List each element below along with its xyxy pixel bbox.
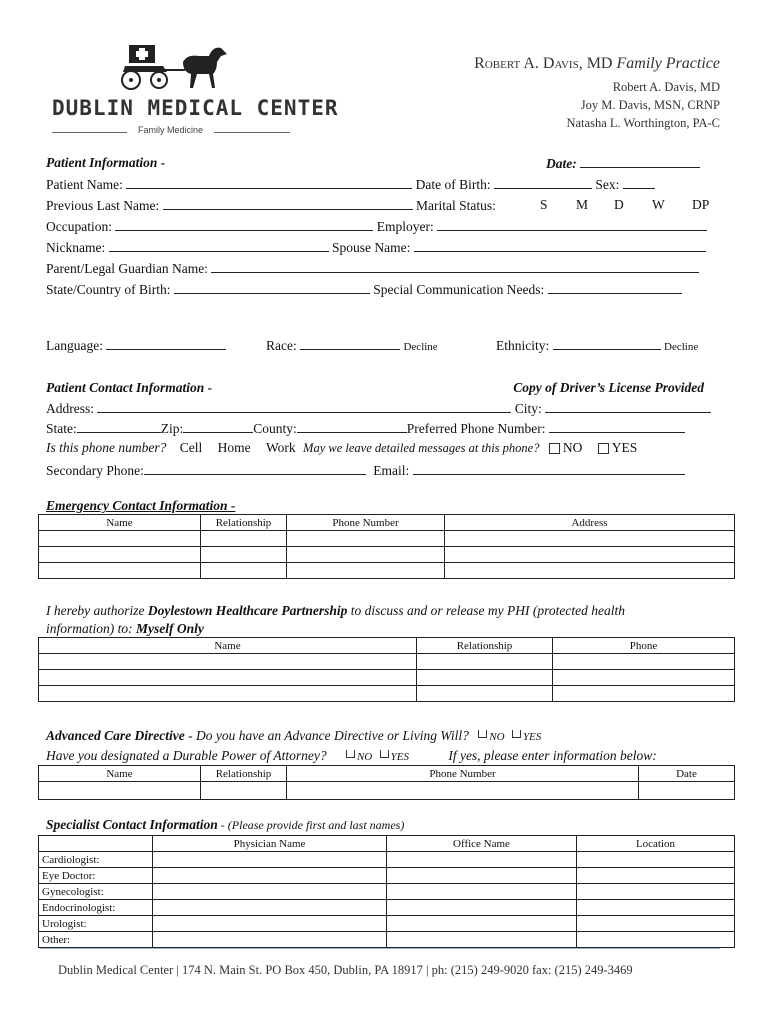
logo	[52, 40, 339, 140]
nickname-row	[46, 239, 706, 256]
phone-type-home[interactable]: Home	[217, 440, 251, 455]
leave-msg-no-label: NO	[562, 440, 583, 455]
pref-phone-input[interactable]	[549, 420, 685, 433]
marital-option-dp[interactable]: DP	[692, 197, 710, 212]
ethnicity-decline[interactable]: Decline	[664, 341, 699, 353]
race-label: Race:	[266, 338, 297, 353]
secondary-label: Secondary Phone:	[46, 463, 144, 478]
horse-carriage-icon	[117, 40, 237, 92]
cell[interactable]	[577, 916, 735, 932]
specialist-heading: Specialist Contact Information	[46, 817, 218, 832]
col-location: Location	[577, 836, 735, 852]
city-label: City:	[514, 401, 542, 416]
ethnicity-field	[496, 337, 698, 354]
col-name: Name	[39, 515, 201, 531]
poa-yes-checkbox[interactable]	[380, 750, 389, 758]
col-physician: Physician Name	[153, 836, 387, 852]
cell[interactable]	[287, 782, 639, 800]
phone-type-cell[interactable]: Cell	[179, 440, 203, 455]
email-label: Email:	[373, 463, 410, 478]
poa-no-checkbox[interactable]	[346, 750, 355, 758]
col-relationship: Relationship	[201, 766, 287, 782]
cell[interactable]	[153, 900, 387, 916]
provider-1: Robert A. Davis, MD	[612, 80, 720, 94]
cell[interactable]	[639, 782, 735, 800]
cell[interactable]	[553, 686, 735, 702]
spouse-label: Spouse Name:	[331, 240, 411, 255]
dob-input[interactable]	[494, 176, 592, 189]
birth-input[interactable]	[174, 281, 370, 294]
emergency-header-row	[39, 515, 735, 531]
advance-question: - Do you have an Advance Directive or Living Will?	[184, 728, 469, 743]
col-blank	[39, 836, 153, 852]
zip-label: Zip:	[160, 421, 184, 436]
table-row	[39, 563, 735, 579]
marital-option-w[interactable]: W	[652, 197, 665, 212]
col-phone: Phone	[553, 638, 735, 654]
race-field	[266, 337, 438, 354]
cell[interactable]	[153, 884, 387, 900]
table-row	[39, 547, 735, 563]
cell[interactable]	[153, 916, 387, 932]
practice-title	[474, 55, 720, 73]
table-row	[39, 868, 735, 884]
footer-divider	[40, 948, 720, 949]
cell[interactable]	[387, 932, 577, 948]
cell[interactable]	[417, 686, 553, 702]
org-divider-right	[214, 132, 290, 133]
guardian-label: Parent/Legal Guardian Name:	[46, 261, 208, 276]
cell[interactable]	[201, 547, 287, 563]
poa-header-row	[39, 766, 735, 782]
cell[interactable]	[577, 884, 735, 900]
date-label: Date:	[546, 156, 577, 171]
row-label-cardiologist: Cardiologist:	[39, 852, 153, 868]
authorize-text-1: I hereby authorize	[46, 603, 148, 618]
phone-type-work[interactable]: Work	[266, 440, 296, 455]
occupation-label: Occupation:	[46, 219, 112, 234]
cell[interactable]	[287, 531, 445, 547]
table-row	[39, 531, 735, 547]
employer-label: Employer:	[376, 219, 434, 234]
advance-yes-label: YES	[522, 731, 542, 743]
table-row	[39, 852, 735, 868]
marital-label: Marital Status:	[415, 198, 496, 213]
marital-option-m[interactable]: M	[576, 197, 589, 212]
employer-input[interactable]	[437, 218, 707, 231]
cell[interactable]	[577, 852, 735, 868]
practice-suffix: Family Practice	[616, 55, 720, 72]
county-label: County:	[253, 421, 297, 436]
contact-heading: Patient Contact Information -	[46, 380, 213, 395]
state-input[interactable]	[77, 420, 161, 433]
table-row	[39, 670, 735, 686]
county-input[interactable]	[297, 420, 407, 433]
date-input[interactable]	[580, 155, 700, 168]
col-date: Date	[639, 766, 735, 782]
col-relationship: Relationship	[417, 638, 553, 654]
table-row	[39, 884, 735, 900]
col-relationship: Relationship	[201, 515, 287, 531]
cell[interactable]	[39, 782, 201, 800]
address-label: Address:	[46, 401, 94, 416]
cell[interactable]	[387, 884, 577, 900]
marital-option-s[interactable]: S	[540, 197, 548, 212]
guardian-input[interactable]	[211, 260, 699, 273]
cell[interactable]	[153, 868, 387, 884]
race-decline[interactable]: Decline	[403, 341, 438, 353]
birth-label: State/Country of Birth:	[46, 282, 171, 297]
poa-table	[38, 765, 735, 800]
leave-msg-label: May we leave detailed messages at this phone?	[303, 441, 540, 455]
col-name: Name	[39, 638, 417, 654]
occupation-row	[46, 218, 707, 235]
authorize-line-1	[46, 603, 625, 619]
leave-msg-no-checkbox[interactable]	[549, 443, 560, 454]
org-name: DUBLIN MEDICAL CENTER	[52, 96, 339, 120]
authorize-header-row	[39, 638, 735, 654]
cell[interactable]	[201, 531, 287, 547]
authorize-line-2	[46, 621, 204, 637]
authorize-org: Doylestown Healthcare Partnership	[147, 603, 348, 618]
patient-name-label: Patient Name:	[46, 177, 123, 192]
cell[interactable]	[387, 868, 577, 884]
provider-3: Natasha L. Worthington, PA-C	[566, 116, 720, 130]
address-row	[46, 400, 711, 417]
ethnicity-input[interactable]	[553, 337, 661, 350]
date-field	[546, 155, 700, 172]
specialist-table	[38, 835, 735, 948]
marital-option-d[interactable]: D	[614, 197, 624, 212]
row-label-eye-doctor: Eye Doctor:	[39, 868, 153, 884]
cell[interactable]	[417, 670, 553, 686]
cell[interactable]	[201, 563, 287, 579]
table-row	[39, 900, 735, 916]
advance-row	[46, 728, 541, 744]
cell[interactable]	[39, 654, 417, 670]
language-label: Language:	[46, 338, 103, 353]
state-row	[46, 420, 685, 437]
poa-yes-label: YES	[390, 751, 409, 763]
state-label: State:	[46, 421, 77, 436]
if-yes-note: If yes, please enter information below:	[448, 748, 657, 763]
cell[interactable]	[387, 852, 577, 868]
guardian-row	[46, 260, 699, 277]
prev-last-row	[46, 197, 496, 214]
secondary-row	[46, 462, 685, 479]
zip-input[interactable]	[183, 420, 253, 433]
license-note: Copy of Driver’s License Provided	[513, 380, 704, 395]
provider-2: Joy M. Davis, MSN, CRNP	[580, 98, 720, 112]
cell[interactable]	[201, 782, 287, 800]
prev-last-input[interactable]	[163, 197, 413, 210]
table-row	[39, 654, 735, 670]
authorize-myself: Myself Only	[136, 621, 204, 636]
practice-name: Robert A. Davis, MD	[474, 55, 613, 72]
cell[interactable]	[445, 531, 735, 547]
poa-question: Have you designated a Durable Power of Attorney?	[46, 748, 327, 763]
cell[interactable]	[553, 670, 735, 686]
emergency-table	[38, 514, 735, 579]
is-phone-label: Is this phone number?	[46, 440, 167, 455]
specialist-row	[46, 817, 404, 833]
cell[interactable]	[577, 900, 735, 916]
cell[interactable]	[577, 868, 735, 884]
cell[interactable]	[553, 654, 735, 670]
row-label-other: Other:	[39, 932, 153, 948]
cell[interactable]	[417, 654, 553, 670]
emergency-heading: Emergency Contact Information -	[46, 498, 236, 513]
special-needs-label: Special Communication Needs:	[373, 282, 545, 297]
poa-row	[46, 748, 657, 764]
ethnicity-label: Ethnicity:	[496, 338, 550, 353]
cell[interactable]	[577, 932, 735, 948]
advance-yes-checkbox[interactable]	[512, 730, 521, 738]
sex-label: Sex:	[595, 177, 620, 192]
cell[interactable]	[39, 563, 201, 579]
leave-msg-yes-checkbox[interactable]	[598, 443, 609, 454]
language-input[interactable]	[106, 337, 226, 350]
cell[interactable]	[39, 531, 201, 547]
cell[interactable]	[387, 900, 577, 916]
cell[interactable]	[39, 547, 201, 563]
col-address: Address	[445, 515, 735, 531]
pref-phone-label: Preferred Phone Number:	[406, 421, 546, 436]
language-field	[46, 337, 226, 354]
cell[interactable]	[445, 547, 735, 563]
cell[interactable]	[153, 932, 387, 948]
col-phone: Phone Number	[287, 515, 445, 531]
table-row	[39, 782, 735, 800]
org-subtitle: Family Medicine	[138, 125, 204, 135]
cell[interactable]	[287, 563, 445, 579]
nickname-input[interactable]	[109, 239, 329, 252]
dob-label: Date of Birth:	[415, 177, 491, 192]
cell[interactable]	[39, 670, 417, 686]
spouse-input[interactable]	[414, 239, 706, 252]
patient-name-input[interactable]	[126, 176, 412, 189]
row-label-urologist: Urologist:	[39, 916, 153, 932]
row-label-endocrinologist: Endocrinologist:	[39, 900, 153, 916]
special-needs-input[interactable]	[548, 281, 682, 294]
patient-info-heading: Patient Information -	[46, 155, 166, 170]
city-input[interactable]	[545, 400, 711, 413]
specialist-header-row	[39, 836, 735, 852]
col-phone: Phone Number	[287, 766, 639, 782]
cell[interactable]	[39, 686, 417, 702]
specialist-note: - (Please provide first and last names)	[217, 818, 405, 832]
col-office: Office Name	[387, 836, 577, 852]
footer-text: Dublin Medical Center | 174 N. Main St. PO Box 450, Dublin, PA 18917 | ph: (215) 249-9020 fax: (215) 249-3469	[58, 963, 633, 977]
table-row	[39, 686, 735, 702]
cell[interactable]	[445, 563, 735, 579]
cell[interactable]	[287, 547, 445, 563]
advance-heading: Advanced Care Directive	[46, 728, 185, 743]
col-name: Name	[39, 766, 201, 782]
phone-type-row	[46, 440, 637, 456]
leave-msg-yes-label: YES	[611, 440, 638, 455]
row-label-gynecologist: Gynecologist:	[39, 884, 153, 900]
authorize-text-2: to discuss and or release my PHI (protected health	[347, 603, 625, 618]
occupation-input[interactable]	[115, 218, 373, 231]
patient-name-row	[46, 176, 655, 193]
race-input[interactable]	[300, 337, 400, 350]
cell[interactable]	[387, 916, 577, 932]
advance-no-checkbox[interactable]	[478, 730, 487, 738]
advance-no-label: NO	[489, 731, 505, 743]
table-row	[39, 932, 735, 948]
table-row	[39, 916, 735, 932]
birth-row	[46, 281, 682, 298]
email-input[interactable]	[413, 462, 685, 475]
sex-input[interactable]	[623, 176, 655, 189]
poa-no-label: NO	[356, 751, 373, 763]
nickname-label: Nickname:	[46, 240, 106, 255]
authorize-table	[38, 637, 735, 702]
org-divider-left	[52, 132, 127, 133]
authorize-text-3: information) to:	[46, 621, 136, 636]
address-input[interactable]	[97, 400, 511, 413]
secondary-input[interactable]	[144, 462, 366, 475]
cell[interactable]	[153, 852, 387, 868]
prev-last-label: Previous Last Name:	[46, 198, 160, 213]
